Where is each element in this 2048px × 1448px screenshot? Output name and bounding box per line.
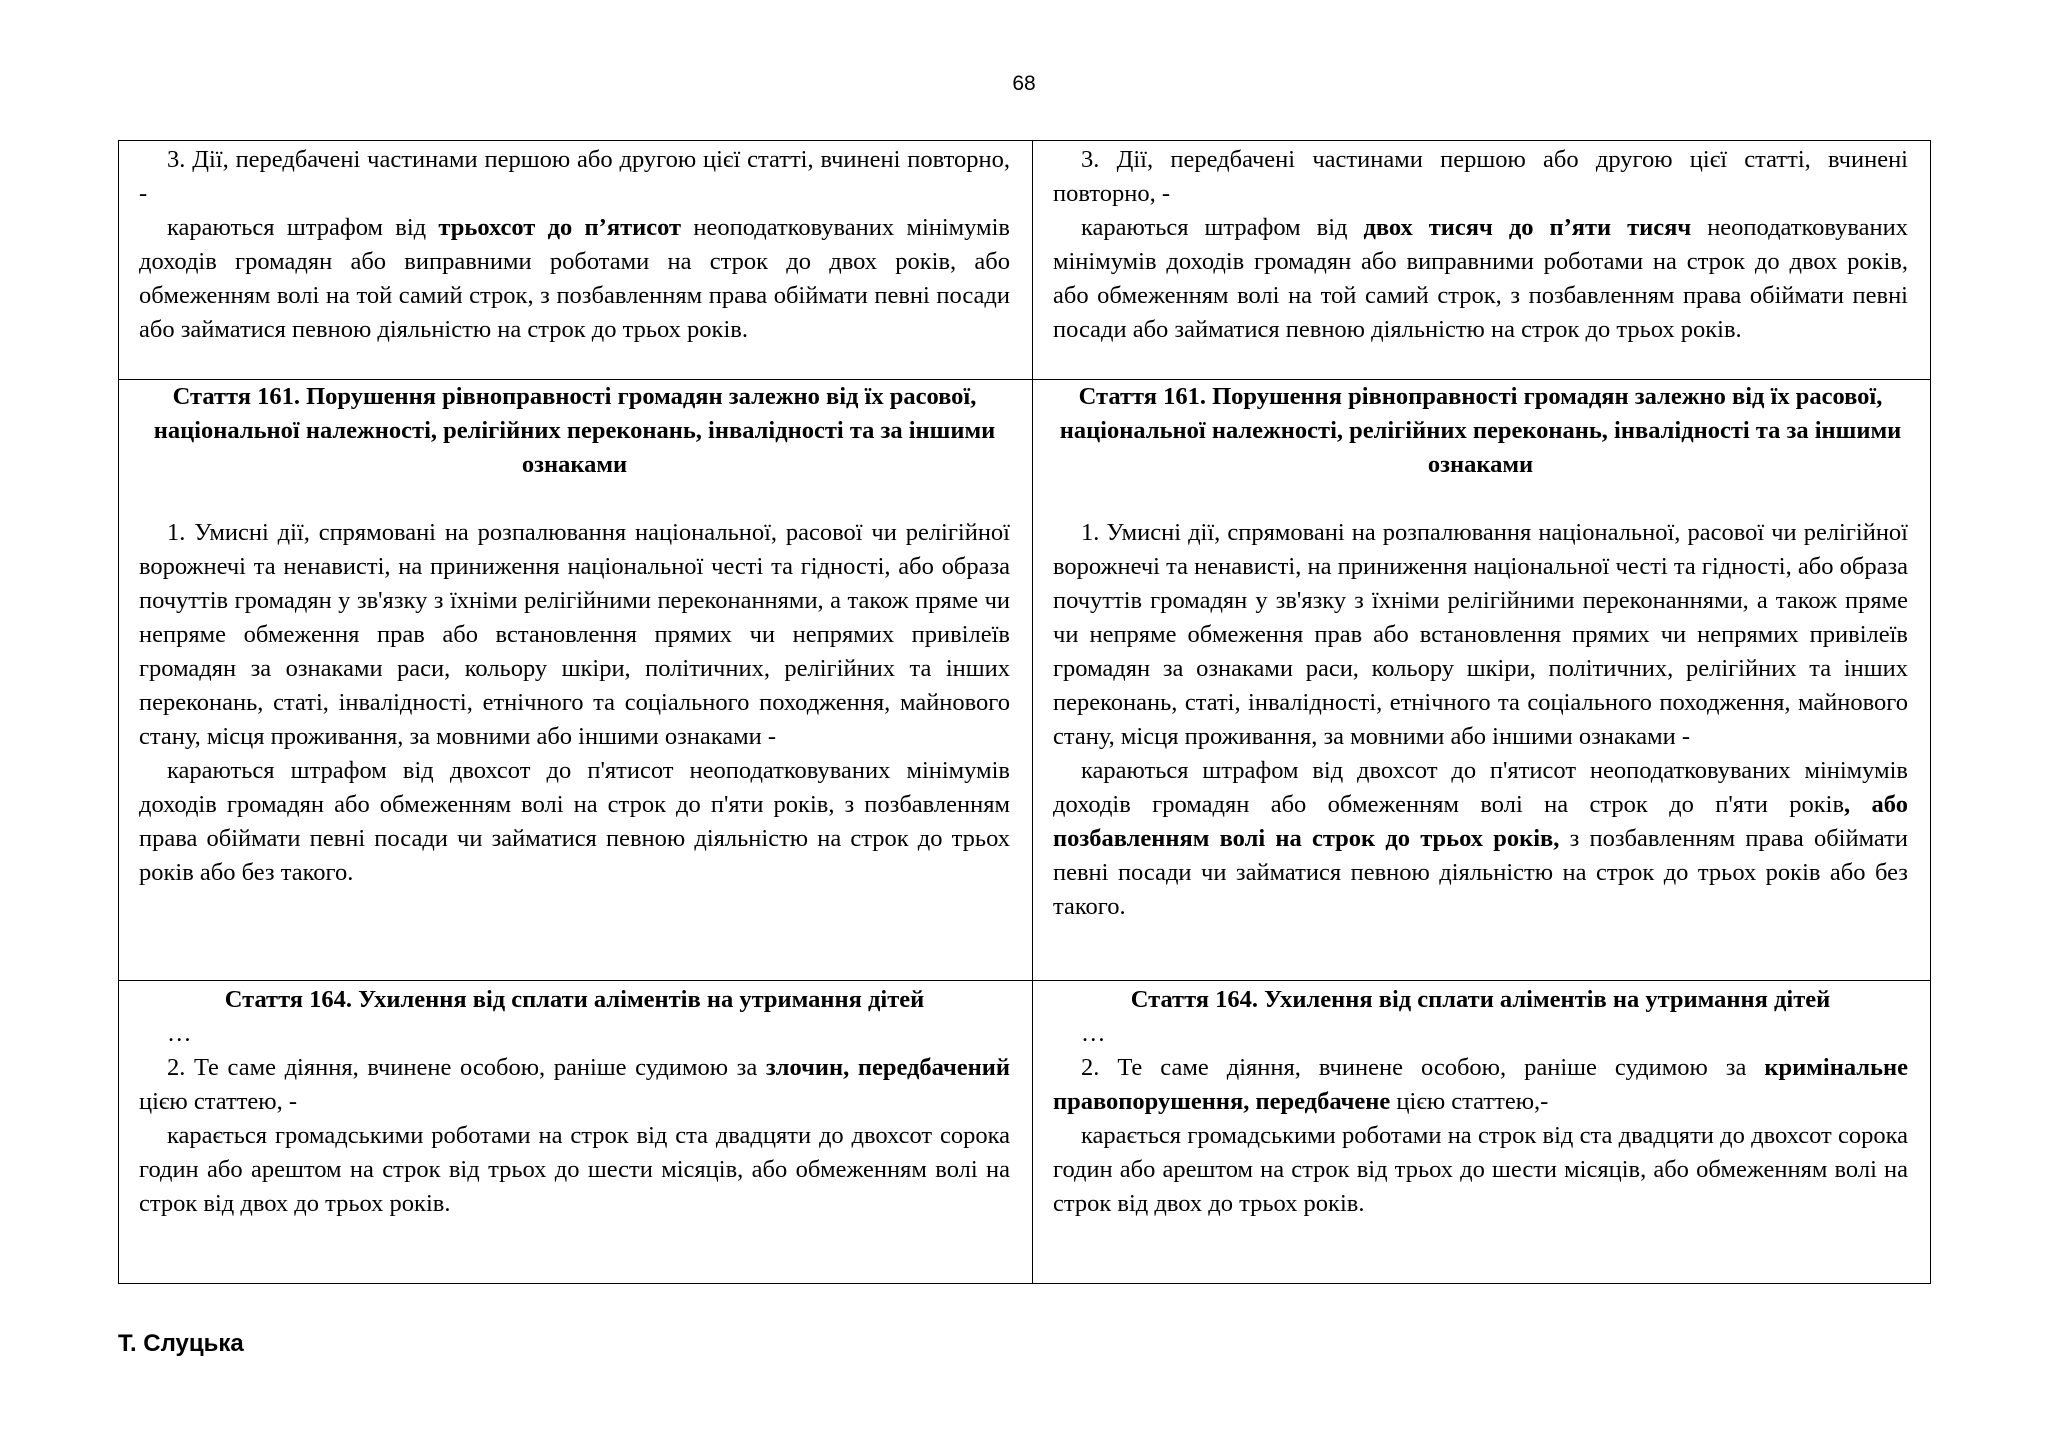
- paragraph: [139, 1051, 1010, 1119]
- article-heading: Стаття 161. Порушення рівноправності громадян залежно від їх расової, національної належності, релігійних переконань, інвалідності та за іншими ознаками: [1059, 383, 1902, 478]
- paragraph: [139, 211, 1010, 347]
- table-row: [119, 981, 1931, 1284]
- text-run: 2. Те саме діяння, вчинене особою, раніше судимою за: [167, 1054, 766, 1081]
- text-run: караються штрафом від двохсот до п'ятисот неоподатковуваних мінімумів доходів громадян або обмеженням волі на строк до п'яти років: [1053, 757, 1908, 818]
- paragraph: 1. Умисні дії, спрямовані на розпалювання національної, расової чи релігійної ворожнечі та ненависті, на приниження національної честі та гідності, або образа почуттів громадян у зв'язку з їхніми релігійними переконаннями, а також пряме чи непряме обмеження прав або встановлення прямих чи непрямих привілеїв громадян за ознаками раси, кольору шкіри, політичних, релігійних та інших переконань, статі, інвалідності, етнічного та соціального походження, майнового стану, місця проживання, за мовними або іншими ознаками -: [139, 519, 1010, 750]
- proposed-version-cell: [1033, 981, 1931, 1284]
- text-run: неоподатковуваних мінімумів доходів громадян або виправними роботами на строк до двох років, або обмеженням волі на той самий строк, з позбавленням права обіймати певні посади або займатися певною діяльністю на строк до трьох років.: [139, 214, 1010, 343]
- paragraph: [1053, 211, 1908, 347]
- paragraph: 1. Умисні дії, спрямовані на розпалювання національної, расової чи релігійної ворожнечі та ненависті, на приниження національної честі та гідності, або образа почуттів громадян у зв'язку з їхніми релігійними переконаннями, а також пряме чи непряме обмеження прав або встановлення прямих чи непрямих привілеїв громадян за ознаками раси, кольору шкіри, політичних, релігійних та інших переконань, статі, інвалідності, етнічного та соціального походження, майнового стану, місця проживання, за мовними або іншими ознаками -: [1053, 519, 1908, 750]
- amended-text: кримінальне правопорушення, передбачене: [1053, 1054, 1908, 1115]
- paragraph: карається громадськими роботами на строк від ста двадцяти до двохсот сорока годин або арештом на строк від трьох до шести місяців, або обмеженням волі на строк від двох до трьох років.: [1053, 1122, 1908, 1217]
- current-version-cell: [119, 141, 1033, 380]
- paragraph: караються штрафом від двохсот до п'ятисот неоподатковуваних мінімумів доходів громадян або обмеженням волі на строк до п'яти років, з позбавленням права обіймати певні посади чи займатися певною діяльністю на строк до трьох років або без такого.: [139, 757, 1010, 886]
- current-version-cell: [119, 380, 1033, 981]
- table-row: [119, 380, 1931, 981]
- article-heading: Стаття 164. Ухилення від сплати аліментів на утримання дітей: [224, 986, 925, 1013]
- ellipsis: …: [167, 1020, 192, 1047]
- text-run: цією статтею, -: [139, 1088, 297, 1115]
- current-version-cell: [119, 981, 1033, 1284]
- text-run: цією статтею,-: [1390, 1088, 1549, 1115]
- proposed-version-cell: [1033, 141, 1931, 380]
- amended-text: трьохсот до п’ятисот: [438, 214, 682, 241]
- text-run: 2. Те саме діяння, вчинене особою, раніше судимою за: [1081, 1054, 1765, 1081]
- article-heading: Стаття 164. Ухилення від сплати аліментів на утримання дітей: [1130, 986, 1831, 1013]
- text-run: караються штрафом від: [1081, 214, 1364, 241]
- page-number: 68: [1012, 72, 1036, 95]
- text-run: з позбавленням права обіймати певні посади чи займатися певною діяльністю на строк до трьох років або без такого.: [1053, 825, 1908, 920]
- ellipsis: …: [1081, 1020, 1106, 1047]
- proposed-version-cell: [1033, 380, 1931, 981]
- amended-text: злочин, передбачений: [765, 1054, 1010, 1081]
- paragraph: 3. Дії, передбачені частинами першою або другою цієї статті, вчинені повторно, -: [139, 146, 1010, 207]
- comparison-table: [118, 140, 1931, 1284]
- paragraph: 3. Дії, передбачені частинами першою або другою цієї статті, вчинені повторно, -: [1053, 146, 1908, 207]
- amended-text: двох тисяч до п’яти тисяч: [1363, 214, 1692, 241]
- paragraph: карається громадськими роботами на строк від ста двадцяти до двохсот сорока годин або арештом на строк від трьох до шести місяців, або обмеженням волі на строк від двох до трьох років.: [139, 1122, 1010, 1217]
- table-row: [119, 141, 1931, 380]
- text-run: караються штрафом від: [167, 214, 439, 241]
- amended-text: , або позбавленням волі на строк до трьох років,: [1053, 791, 1908, 852]
- text-run: неоподатковуваних мінімумів доходів громадян або виправними роботами на строк до двох років, або обмеженням волі на той самий строк, з позбавленням права обіймати певні посади або займатися певною діяльністю на строк до трьох років.: [1053, 214, 1908, 343]
- paragraph: [1053, 754, 1908, 924]
- article-heading: Стаття 161. Порушення рівноправності громадян залежно від їх расової, національної належності, релігійних переконань, інвалідності та за іншими ознаками: [153, 383, 996, 478]
- paragraph: [1053, 1051, 1908, 1119]
- signature: Т. Слуцька: [118, 1330, 244, 1357]
